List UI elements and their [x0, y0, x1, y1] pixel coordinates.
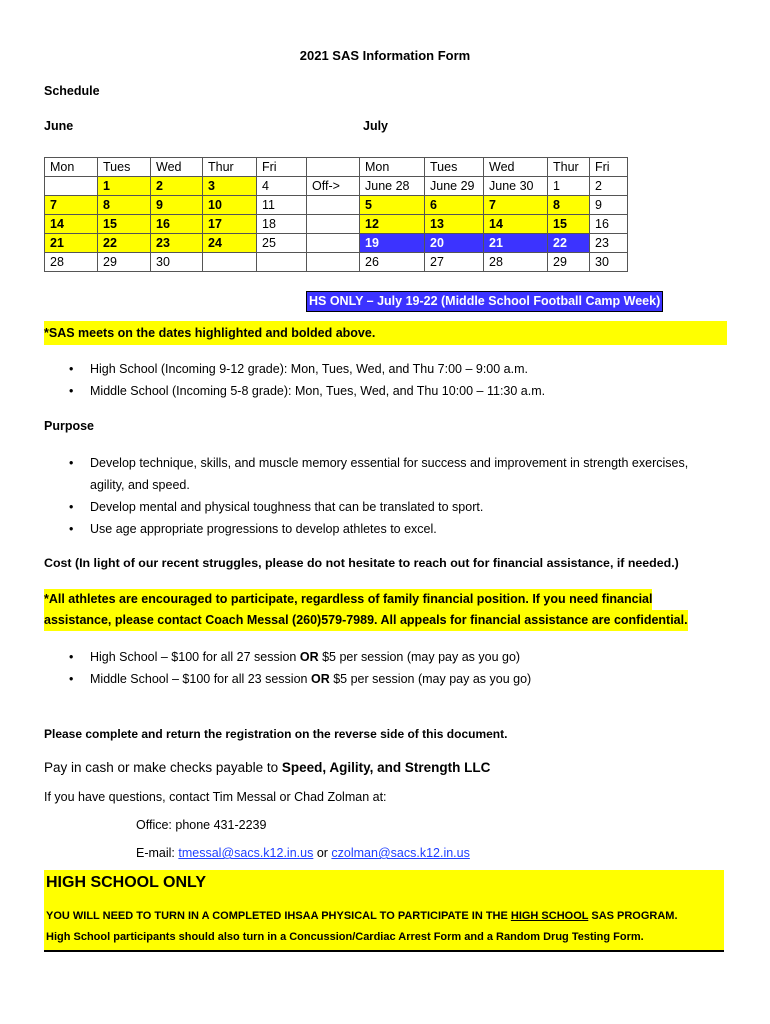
- list-item: • High School (Incoming 9-12 grade): Mon, Tues, Wed, and Thu 7:00 – 9:00 a.m.: [44, 358, 734, 380]
- list-item: • Use age appropriate progressions to develop athletes to excel.: [44, 518, 724, 540]
- june-day-cell: 1: [98, 177, 151, 196]
- july-header-cell: Tues: [425, 158, 484, 177]
- june-day-cell: 4: [257, 177, 307, 196]
- sas-note: *SAS meets on the dates highlighted and bolded above.: [44, 321, 727, 345]
- june-header-cell: Thur: [203, 158, 257, 177]
- june-day-cell: 23: [151, 234, 203, 253]
- list-item: • Develop technique, skills, and muscle memory essential for success and improvement in strength exercises, agility, and speed.: [44, 452, 724, 496]
- june-day-cell: 24: [203, 234, 257, 253]
- june-day-cell: 15: [98, 215, 151, 234]
- june-day-cell: 22: [98, 234, 151, 253]
- july-header-cell: Thur: [548, 158, 590, 177]
- purpose-heading: Purpose: [44, 419, 95, 433]
- list-item: • Middle School – $100 for all 23 session OR $5 per session (may pay as you go): [44, 668, 734, 690]
- july-day-cell: 14: [484, 215, 548, 234]
- july-day-cell: 22: [548, 234, 590, 253]
- june-header-cell: Tues: [98, 158, 151, 177]
- june-label: June: [44, 119, 74, 133]
- july-header-cell: Mon: [360, 158, 425, 177]
- june-day-cell: 10: [203, 196, 257, 215]
- table-row: [360, 234, 628, 253]
- june-day-cell: 21: [45, 234, 98, 253]
- financial-note-line1: *All athletes are encouraged to participate, regardless of family financial position. If you need financial: [44, 589, 652, 610]
- table-row: [360, 253, 628, 272]
- july-calendar: [359, 157, 628, 272]
- hs-heading: HIGH SCHOOL ONLY: [46, 874, 207, 891]
- july-label: July: [363, 119, 389, 133]
- off-blank-cell: [307, 215, 360, 234]
- email-prefix: E-mail:: [136, 846, 179, 860]
- june-day-cell: 28: [45, 253, 98, 272]
- email-link-tmessal[interactable]: tmessal@sacs.k12.in.us: [178, 846, 314, 860]
- table-row: [45, 196, 307, 215]
- june-day-cell: 7: [45, 196, 98, 215]
- hs-only-note: HS ONLY – July 19-22 (Middle School Football Camp Week): [306, 291, 663, 312]
- table-row: [360, 177, 628, 196]
- cost-list: [44, 646, 734, 690]
- payee-name: Speed, Agility, and Strength LLC: [281, 760, 491, 775]
- financial-note-line2: assistance, please contact Coach Messal (260)579-7989. All appeals for financial assistance are confidential.: [44, 610, 688, 631]
- june-day-cell: 16: [151, 215, 203, 234]
- off-blank-cell: [307, 253, 360, 272]
- june-day-cell: 29: [98, 253, 151, 272]
- june-day-cell: [203, 253, 257, 272]
- july-day-cell: 16: [590, 215, 628, 234]
- office-phone: Office: phone 431-2239: [136, 818, 267, 832]
- june-header-cell: Fri: [257, 158, 307, 177]
- june-day-cell: 11: [257, 196, 307, 215]
- email-line: [136, 846, 470, 860]
- july-day-cell: 7: [484, 196, 548, 215]
- off-blank-cell: [307, 196, 360, 215]
- july-header-cell: Wed: [484, 158, 548, 177]
- june-day-cell: 30: [151, 253, 203, 272]
- july-day-cell: June 29: [425, 177, 484, 196]
- payment-note: [44, 760, 490, 775]
- times-list: [44, 358, 734, 402]
- purpose-list: [44, 452, 724, 540]
- july-day-cell: 13: [425, 215, 484, 234]
- july-day-cell: 9: [590, 196, 628, 215]
- june-day-cell: 14: [45, 215, 98, 234]
- questions-note: If you have questions, contact Tim Messal or Chad Zolman at:: [44, 790, 387, 804]
- june-day-cell: 17: [203, 215, 257, 234]
- july-day-cell: 19: [360, 234, 425, 253]
- july-header-cell: Fri: [590, 158, 628, 177]
- june-day-cell: 18: [257, 215, 307, 234]
- hs-physical-note: YOU WILL NEED TO TURN IN A COMPLETED IHSAA PHYSICAL TO PARTICIPATE IN THE HIGH SCHOOL SAS PROGRAM.: [46, 910, 678, 922]
- july-day-cell: 5: [360, 196, 425, 215]
- table-row: [45, 253, 307, 272]
- july-day-cell: 1: [548, 177, 590, 196]
- table-row: [45, 177, 307, 196]
- list-item: • Middle School (Incoming 5-8 grade): Mon, Tues, Wed, and Thu 10:00 – 11:30 a.m.: [44, 380, 734, 402]
- hs-forms-note: High School participants should also turn in a Concussion/Cardiac Arrest Form and a Random Drug Testing Form.: [46, 931, 644, 943]
- july-day-cell: 6: [425, 196, 484, 215]
- july-day-cell: 23: [590, 234, 628, 253]
- off-blank-cell: [307, 234, 360, 253]
- june-header-cell: Wed: [151, 158, 203, 177]
- july-day-cell: 26: [360, 253, 425, 272]
- email-link-czolman[interactable]: czolman@sacs.k12.in.us: [331, 846, 470, 860]
- table-row: [360, 215, 628, 234]
- july-day-cell: 27: [425, 253, 484, 272]
- july-day-cell: 29: [548, 253, 590, 272]
- july-day-cell: 20: [425, 234, 484, 253]
- off-column: [306, 157, 360, 272]
- june-calendar: [44, 157, 307, 272]
- july-day-cell: 8: [548, 196, 590, 215]
- july-day-cell: June 28: [360, 177, 425, 196]
- july-day-cell: 30: [590, 253, 628, 272]
- june-day-cell: 25: [257, 234, 307, 253]
- high-school-only-box: [44, 870, 724, 952]
- june-day-cell: 2: [151, 177, 203, 196]
- schedule-heading: Schedule: [44, 84, 100, 98]
- list-item: • Develop mental and physical toughness that can be translated to sport.: [44, 496, 724, 518]
- cost-heading: Cost (In light of our recent struggles, please do not hesitate to reach out for financial assistance, if needed.): [44, 556, 679, 570]
- june-header-cell: Mon: [45, 158, 98, 177]
- off-label-cell: Off->: [307, 177, 360, 196]
- june-day-cell: [45, 177, 98, 196]
- return-note: Please complete and return the registration on the reverse side of this document.: [44, 727, 508, 741]
- table-row: [360, 196, 628, 215]
- off-blank-cell: [307, 158, 360, 177]
- page-title: 2021 SAS Information Form: [299, 48, 471, 63]
- july-day-cell: 15: [548, 215, 590, 234]
- table-row: [45, 215, 307, 234]
- june-day-cell: 8: [98, 196, 151, 215]
- list-item: • High School – $100 for all 27 session OR $5 per session (may pay as you go): [44, 646, 734, 668]
- june-day-cell: 3: [203, 177, 257, 196]
- july-day-cell: June 30: [484, 177, 548, 196]
- july-day-cell: 21: [484, 234, 548, 253]
- july-day-cell: 12: [360, 215, 425, 234]
- july-day-cell: 28: [484, 253, 548, 272]
- june-day-cell: 9: [151, 196, 203, 215]
- email-or: or: [313, 846, 332, 860]
- payment-prefix: Pay in cash or make checks payable to: [44, 760, 282, 775]
- june-day-cell: [257, 253, 307, 272]
- july-day-cell: 2: [590, 177, 628, 196]
- table-row: [45, 234, 307, 253]
